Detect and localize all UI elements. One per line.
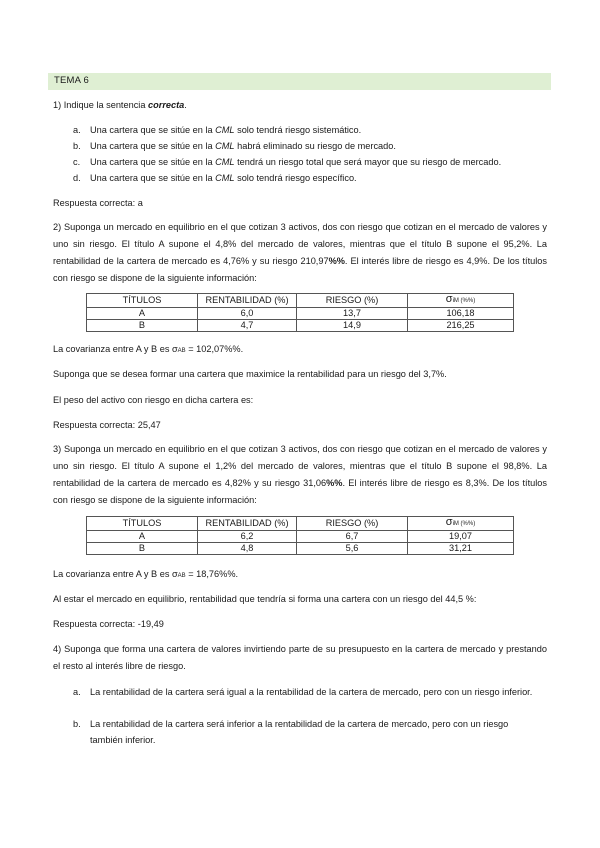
q3-answer: Respuesta correcta: -19,49 xyxy=(53,619,164,629)
q3-covariance: La covarianza entre A y B es σAB = 18,76%%. xyxy=(53,569,239,579)
table-header-sigma: σiM (%%) xyxy=(408,517,514,531)
q2-answer: Respuesta correcta: 25,47 xyxy=(53,420,161,430)
question-2-prompt: 2) Suponga un mercado en equilibrio en el que cotizan 3 activos, dos con riesgo que cotizan en el mercado de valores y uno sin riesgo. El título A supone el 4,8% del mercado de valores, mientras que el título B supone el 95,2%. La rentabilidad de la cartera de mercado es 4,76% y su riesgo 210,97%%. El interés libre de riesgo es 4,9%. De los títulos con riesgo se dispone de la siguiente información: xyxy=(53,222,547,283)
table-row: B 4,7 14,9 216,25 xyxy=(87,320,514,332)
question-1-prompt: 1) Indique la sentencia correcta. xyxy=(53,100,187,110)
table-header: RIESGO (%) xyxy=(297,517,408,531)
q1-option-d: d. Una cartera que se sitúe en la CML solo tendrá riesgo específico. xyxy=(73,173,357,183)
table-row: A 6,2 6,7 19,07 xyxy=(87,531,514,543)
q2-statement: Suponga que se desea formar una cartera que maximice la rentabilidad para un riesgo del 3,7%. xyxy=(53,369,447,379)
table-header: TÍTULOS xyxy=(87,517,198,531)
question-4-prompt: 4) Suponga que forma una cartera de valores invirtiendo parte de su presupuesto en la cartera de mercado y prestando el resto al interés libre de riesgo. xyxy=(53,644,547,671)
table-header: TÍTULOS xyxy=(87,294,198,308)
q2-covariance: La covarianza entre A y B es σAB = 102,07%%. xyxy=(53,344,244,354)
table-row: A 6,0 13,7 106,18 xyxy=(87,308,514,320)
table-row: B 4,8 5,6 31,21 xyxy=(87,543,514,555)
q2-question: El peso del activo con riesgo en dicha cartera es: xyxy=(53,395,254,405)
table-header: RIESGO (%) xyxy=(297,294,408,308)
q1-answer: Respuesta correcta: a xyxy=(53,198,143,208)
q3-question: Al estar el mercado en equilibrio, rentabilidad que tendría si forma una cartera con un riesgo del 44,5 %: xyxy=(53,594,477,604)
q4-option-b: b. La rentabilidad de la cartera será inferior a la rentabilidad de la cartera de mercado, pero con un riesgo también inferior. xyxy=(73,719,509,745)
table-header: RENTABILIDAD (%) xyxy=(198,294,297,308)
q3-table xyxy=(86,516,514,555)
q2-table xyxy=(86,293,514,332)
table-header: RENTABILIDAD (%) xyxy=(198,517,297,531)
section-header xyxy=(48,73,551,90)
q1-option-a: a. Una cartera que se sitúe en la CML solo tendrá riesgo sistemático. xyxy=(73,125,362,135)
table-header-sigma: σiM (%%) xyxy=(408,294,514,308)
q1-option-c: c. Una cartera que se sitúe en la CML tendrá un riesgo total que será mayor que su riesgo de mercado. xyxy=(73,157,502,167)
question-3-prompt: 3) Suponga un mercado en equilibrio en el que cotizan 3 activos, dos con riesgo que cotizan en el mercado de valores y uno sin riesgo. El título A supone el 1,2% del mercado de valores, mientras que el título B supone el 98,8%. La rentabilidad de la cartera de mercado es 4,82% y su riesgo 31,06%%. El interés libre de riesgo es 8,3%. De los títulos con riesgo se dispone de la siguiente información: xyxy=(53,444,547,505)
q1-option-b: b. Una cartera que se sitúe en la CML habrá eliminado su riesgo de mercado. xyxy=(73,141,396,151)
section-title: TEMA 6 xyxy=(54,75,89,86)
q4-option-a: a. La rentabilidad de la cartera será igual a la rentabilidad de la cartera de mercado, pero con un riesgo inferior. xyxy=(73,687,533,697)
